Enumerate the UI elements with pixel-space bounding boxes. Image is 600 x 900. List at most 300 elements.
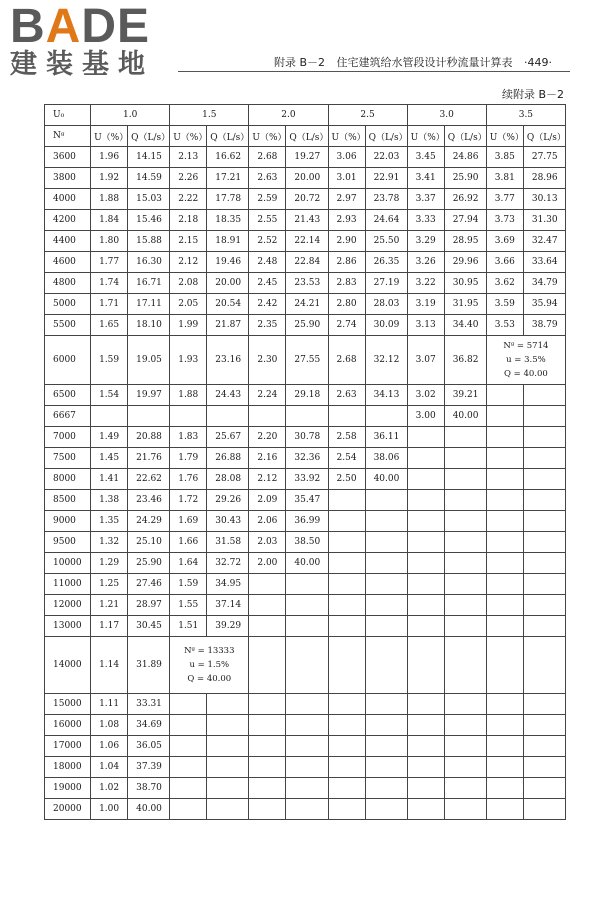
group-header: 1.0: [91, 105, 170, 126]
u-value-cell: 1.04: [91, 757, 128, 778]
u-value-cell: 2.30: [249, 336, 286, 385]
q-value-cell: [286, 406, 328, 427]
u-value-cell: 1.99: [170, 315, 207, 336]
empty-cell: [444, 427, 486, 448]
ng-cell: 19000: [45, 778, 91, 799]
u-value-cell: 1.96: [91, 147, 128, 168]
q-value-cell: 38.50: [286, 532, 328, 553]
table-row: [45, 490, 566, 511]
q-value-cell: 22.91: [365, 168, 407, 189]
page-number: ·449·: [524, 56, 552, 69]
empty-cell: [207, 757, 249, 778]
q-value-cell: 35.47: [286, 490, 328, 511]
q-value-cell: 24.43: [207, 385, 249, 406]
q-value-cell: 31.89: [128, 637, 170, 694]
q-value-cell: 25.10: [128, 532, 170, 553]
q-value-cell: 30.09: [365, 315, 407, 336]
empty-cell: [486, 574, 523, 595]
q-value-cell: 30.95: [444, 273, 486, 294]
empty-cell: [328, 778, 365, 799]
table-row: [45, 406, 566, 427]
q-value-cell: 25.67: [207, 427, 249, 448]
u-value-cell: 2.97: [328, 189, 365, 210]
u-value-cell: 2.50: [328, 469, 365, 490]
u-value-cell: 1.06: [91, 736, 128, 757]
u-value-cell: 2.00: [249, 553, 286, 574]
q-value-cell: 19.97: [128, 385, 170, 406]
q-value-cell: 29.96: [444, 252, 486, 273]
q-value-cell: 22.62: [128, 469, 170, 490]
empty-cell: [523, 427, 565, 448]
q-value-cell: 24.86: [444, 147, 486, 168]
ng-cell: 5000: [45, 294, 91, 315]
ng-cell: 9500: [45, 532, 91, 553]
threshold-note: [170, 637, 249, 694]
q-value-cell: 37.39: [128, 757, 170, 778]
empty-cell: [486, 385, 523, 406]
table-row: [45, 799, 566, 820]
empty-cell: [365, 511, 407, 532]
u-value-cell: 3.07: [407, 336, 444, 385]
ng-cell: 12000: [45, 595, 91, 616]
ng-cell: 15000: [45, 694, 91, 715]
q-value-cell: 33.31: [128, 694, 170, 715]
ng-cell: 6000: [45, 336, 91, 385]
appendix-label: 附录 B－2: [273, 56, 325, 69]
header-rule: [178, 71, 570, 72]
q-value-cell: 34.13: [365, 385, 407, 406]
u-value-cell: 1.02: [91, 778, 128, 799]
empty-cell: [444, 511, 486, 532]
empty-cell: [407, 448, 444, 469]
u-value-cell: 3.33: [407, 210, 444, 231]
u-value-cell: 1.41: [91, 469, 128, 490]
u-value-cell: 2.35: [249, 315, 286, 336]
q-value-cell: 15.88: [128, 231, 170, 252]
ng-cell: 13000: [45, 616, 91, 637]
empty-cell: [365, 553, 407, 574]
empty-cell: [207, 694, 249, 715]
note-line: Q = 40.00: [503, 369, 548, 379]
u-column-header: U（%）: [249, 126, 286, 147]
q-value-cell: 25.90: [128, 553, 170, 574]
empty-cell: [407, 757, 444, 778]
table-row: [45, 715, 566, 736]
q-value-cell: 31.95: [444, 294, 486, 315]
empty-cell: [486, 595, 523, 616]
u-value-cell: 3.19: [407, 294, 444, 315]
ng-cell: 7500: [45, 448, 91, 469]
u-value-cell: 2.63: [328, 385, 365, 406]
q-value-cell: 40.00: [444, 406, 486, 427]
note-line: u = 1.5%: [189, 660, 230, 670]
empty-cell: [286, 799, 328, 820]
q-value-cell: 40.00: [128, 799, 170, 820]
empty-cell: [407, 637, 444, 694]
q-value-cell: 34.95: [207, 574, 249, 595]
u-value-cell: 2.83: [328, 273, 365, 294]
u-value-cell: 1.72: [170, 490, 207, 511]
ng-cell: 9000: [45, 511, 91, 532]
empty-cell: [286, 694, 328, 715]
empty-cell: [444, 469, 486, 490]
empty-cell: [523, 715, 565, 736]
u-value-cell: 1.77: [91, 252, 128, 273]
ng-cell: 4200: [45, 210, 91, 231]
u-value-cell: 1.93: [170, 336, 207, 385]
empty-cell: [407, 715, 444, 736]
u-value-cell: 3.53: [486, 315, 523, 336]
q-value-cell: 16.71: [128, 273, 170, 294]
u-value-cell: 1.76: [170, 469, 207, 490]
u-value-cell: 2.90: [328, 231, 365, 252]
q-value-cell: 24.64: [365, 210, 407, 231]
q-value-cell: 32.47: [523, 231, 565, 252]
u-value-cell: 3.06: [328, 147, 365, 168]
empty-cell: [328, 553, 365, 574]
ng-cell: 4800: [45, 273, 91, 294]
empty-cell: [523, 553, 565, 574]
q-value-cell: 22.84: [286, 252, 328, 273]
u-value-cell: 2.03: [249, 532, 286, 553]
u-value-cell: 2.63: [249, 168, 286, 189]
q-column-header: Q（L/s）: [444, 126, 486, 147]
u-value-cell: 2.16: [249, 448, 286, 469]
u-value-cell: 1.54: [91, 385, 128, 406]
ng-cell: 16000: [45, 715, 91, 736]
running-head: [274, 54, 552, 70]
q-value-cell: 30.13: [523, 189, 565, 210]
empty-cell: [365, 694, 407, 715]
q-value-cell: 28.97: [128, 595, 170, 616]
empty-cell: [486, 469, 523, 490]
q-column-header: Q（L/s）: [128, 126, 170, 147]
empty-cell: [444, 616, 486, 637]
u-value-cell: 2.13: [170, 147, 207, 168]
q-value-cell: 32.72: [207, 553, 249, 574]
u-value-cell: 3.13: [407, 315, 444, 336]
q-value-cell: 27.94: [444, 210, 486, 231]
q-value-cell: 23.46: [128, 490, 170, 511]
table-row: [45, 736, 566, 757]
u-value-cell: 3.00: [407, 406, 444, 427]
brand-logo: [10, 0, 180, 80]
empty-cell: [170, 757, 207, 778]
u-value-cell: 1.21: [91, 595, 128, 616]
u-value-cell: 1.59: [170, 574, 207, 595]
empty-cell: [407, 469, 444, 490]
empty-cell: [170, 736, 207, 757]
empty-cell: [286, 757, 328, 778]
q-value-cell: 20.72: [286, 189, 328, 210]
empty-cell: [328, 511, 365, 532]
empty-cell: [286, 595, 328, 616]
empty-cell: [365, 616, 407, 637]
empty-cell: [523, 406, 565, 427]
u-column-header: U（%）: [170, 126, 207, 147]
empty-cell: [286, 715, 328, 736]
q-value-cell: 20.88: [128, 427, 170, 448]
empty-cell: [328, 490, 365, 511]
q-value-cell: 17.21: [207, 168, 249, 189]
q-value-cell: 23.16: [207, 336, 249, 385]
empty-cell: [286, 637, 328, 694]
empty-cell: [523, 385, 565, 406]
empty-cell: [328, 715, 365, 736]
u-value-cell: 2.48: [249, 252, 286, 273]
empty-cell: [286, 574, 328, 595]
q-value-cell: 27.75: [523, 147, 565, 168]
empty-cell: [170, 799, 207, 820]
empty-cell: [407, 553, 444, 574]
u-value-cell: 2.24: [249, 385, 286, 406]
empty-cell: [444, 490, 486, 511]
q-value-cell: 28.95: [444, 231, 486, 252]
u-value-cell: 2.55: [249, 210, 286, 231]
u-value-cell: 2.08: [170, 273, 207, 294]
u-value-cell: 2.22: [170, 189, 207, 210]
q-value-cell: 24.29: [128, 511, 170, 532]
empty-cell: [444, 757, 486, 778]
table-body: [45, 147, 566, 820]
table-row: [45, 210, 566, 231]
table-row: [45, 595, 566, 616]
u-value-cell: 2.06: [249, 511, 286, 532]
q-value-cell: 25.50: [365, 231, 407, 252]
empty-cell: [407, 595, 444, 616]
empty-cell: [170, 778, 207, 799]
note-line: Nᵍ = 13333: [184, 646, 235, 656]
q-value-cell: 31.30: [523, 210, 565, 231]
q-value-cell: 19.46: [207, 252, 249, 273]
q-value-cell: 25.90: [286, 315, 328, 336]
table-row: [45, 532, 566, 553]
empty-cell: [523, 448, 565, 469]
q-value-cell: 16.62: [207, 147, 249, 168]
u-value-cell: [249, 406, 286, 427]
q-value-cell: 17.11: [128, 294, 170, 315]
u-value-cell: 3.45: [407, 147, 444, 168]
empty-cell: [207, 715, 249, 736]
empty-cell: [486, 511, 523, 532]
empty-cell: [328, 595, 365, 616]
q-value-cell: 19.27: [286, 147, 328, 168]
q-value-cell: 29.18: [286, 385, 328, 406]
empty-cell: [444, 553, 486, 574]
empty-cell: [407, 799, 444, 820]
empty-cell: [328, 616, 365, 637]
u-value-cell: 3.59: [486, 294, 523, 315]
u-value-cell: 1.35: [91, 511, 128, 532]
ng-cell: 5500: [45, 315, 91, 336]
empty-cell: [523, 778, 565, 799]
empty-cell: [486, 427, 523, 448]
logo-wordmark: BADE: [10, 0, 151, 53]
ng-cell: 20000: [45, 799, 91, 820]
u-value-cell: 1.11: [91, 694, 128, 715]
group-header: 1.5: [170, 105, 249, 126]
continuation-label: 续附录 B－2: [501, 88, 564, 101]
ng-cell: 3600: [45, 147, 91, 168]
q-value-cell: 34.79: [523, 273, 565, 294]
empty-cell: [407, 427, 444, 448]
q-value-cell: 36.05: [128, 736, 170, 757]
empty-cell: [523, 637, 565, 694]
empty-cell: [249, 694, 286, 715]
group-header: 2.5: [328, 105, 407, 126]
u-value-cell: 3.85: [486, 147, 523, 168]
ng-cell: 14000: [45, 637, 91, 694]
u-value-cell: 2.18: [170, 210, 207, 231]
empty-cell: [486, 694, 523, 715]
empty-cell: [365, 736, 407, 757]
table-row: [45, 616, 566, 637]
q-value-cell: 15.46: [128, 210, 170, 231]
q-value-cell: 18.10: [128, 315, 170, 336]
q-value-cell: 24.21: [286, 294, 328, 315]
u-value-cell: 1.92: [91, 168, 128, 189]
q-value-cell: 31.58: [207, 532, 249, 553]
u-value-cell: 2.54: [328, 448, 365, 469]
u-value-cell: 3.66: [486, 252, 523, 273]
empty-cell: [486, 778, 523, 799]
u-value-cell: 3.73: [486, 210, 523, 231]
u-column-header: U（%）: [91, 126, 128, 147]
q-column-header: Q（L/s）: [365, 126, 407, 147]
empty-cell: [207, 799, 249, 820]
empty-cell: [486, 736, 523, 757]
u-value-cell: 1.74: [91, 273, 128, 294]
u-value-cell: 1.65: [91, 315, 128, 336]
q-value-cell: 36.99: [286, 511, 328, 532]
q-value-cell: 34.69: [128, 715, 170, 736]
ng-label: Nᵍ: [45, 126, 91, 147]
table-row: [45, 147, 566, 168]
empty-cell: [486, 715, 523, 736]
empty-cell: [249, 757, 286, 778]
u-value-cell: 3.29: [407, 231, 444, 252]
u-value-cell: 2.12: [170, 252, 207, 273]
ng-cell: 6500: [45, 385, 91, 406]
logo-subtitle: 建装基地: [10, 49, 154, 80]
empty-cell: [444, 637, 486, 694]
empty-cell: [407, 694, 444, 715]
q-value-cell: 32.12: [365, 336, 407, 385]
u-value-cell: 1.29: [91, 553, 128, 574]
empty-cell: [207, 736, 249, 757]
table-row: [45, 168, 566, 189]
table-row: [45, 273, 566, 294]
note-line: u = 3.5%: [506, 355, 546, 365]
empty-cell: [249, 799, 286, 820]
table-row: [45, 427, 566, 448]
q-column-header: Q（L/s）: [207, 126, 249, 147]
q-value-cell: 37.14: [207, 595, 249, 616]
u-value-cell: 1.45: [91, 448, 128, 469]
ng-cell: 4400: [45, 231, 91, 252]
ng-cell: 11000: [45, 574, 91, 595]
u-value-cell: 3.69: [486, 231, 523, 252]
table-row: [45, 574, 566, 595]
table-row: [45, 511, 566, 532]
empty-cell: [249, 595, 286, 616]
q-value-cell: 28.03: [365, 294, 407, 315]
u-value-cell: 1.25: [91, 574, 128, 595]
u-value-cell: 3.77: [486, 189, 523, 210]
empty-cell: [365, 574, 407, 595]
u-column-header: U（%）: [486, 126, 523, 147]
u-value-cell: 2.74: [328, 315, 365, 336]
q-value-cell: 36.82: [444, 336, 486, 385]
table-row: [45, 231, 566, 252]
table-row: [45, 189, 566, 210]
u-value-cell: 3.81: [486, 168, 523, 189]
q-value-cell: 25.90: [444, 168, 486, 189]
empty-cell: [523, 616, 565, 637]
q-value-cell: 39.21: [444, 385, 486, 406]
group-header: 2.0: [249, 105, 328, 126]
ng-cell: 3800: [45, 168, 91, 189]
u-value-cell: 1.38: [91, 490, 128, 511]
u-value-cell: 1.55: [170, 595, 207, 616]
empty-cell: [486, 757, 523, 778]
table-row: [45, 694, 566, 715]
note-line: Nᵍ = 5714: [503, 341, 549, 351]
header-row-columns: [45, 126, 566, 147]
table-row: [45, 757, 566, 778]
u-value-cell: 1.69: [170, 511, 207, 532]
q-value-cell: 23.53: [286, 273, 328, 294]
ng-cell: 7000: [45, 427, 91, 448]
q-value-cell: 26.35: [365, 252, 407, 273]
empty-cell: [328, 694, 365, 715]
u-value-cell: 1.64: [170, 553, 207, 574]
empty-cell: [444, 574, 486, 595]
empty-cell: [523, 490, 565, 511]
empty-cell: [486, 406, 523, 427]
q-value-cell: 19.05: [128, 336, 170, 385]
q-value-cell: 18.91: [207, 231, 249, 252]
empty-cell: [407, 532, 444, 553]
q-value-cell: 34.40: [444, 315, 486, 336]
q-value-cell: 40.00: [365, 469, 407, 490]
u-value-cell: 2.58: [328, 427, 365, 448]
empty-cell: [328, 637, 365, 694]
u-value-cell: 1.80: [91, 231, 128, 252]
empty-cell: [444, 736, 486, 757]
q-value-cell: 30.43: [207, 511, 249, 532]
q-value-cell: 35.94: [523, 294, 565, 315]
empty-cell: [328, 532, 365, 553]
empty-cell: [486, 448, 523, 469]
empty-cell: [249, 715, 286, 736]
q-value-cell: 30.45: [128, 616, 170, 637]
u-value-cell: 2.93: [328, 210, 365, 231]
table-row: [45, 385, 566, 406]
u-value-cell: 3.26: [407, 252, 444, 273]
q-value-cell: [128, 406, 170, 427]
table-row: [45, 469, 566, 490]
empty-cell: [444, 595, 486, 616]
u-value-cell: 3.62: [486, 273, 523, 294]
table-row: [45, 553, 566, 574]
note-line: Q = 40.00: [187, 674, 232, 684]
u-value-cell: 1.66: [170, 532, 207, 553]
empty-cell: [365, 778, 407, 799]
q-value-cell: 16.30: [128, 252, 170, 273]
q-value-cell: 28.96: [523, 168, 565, 189]
group-header: 3.5: [486, 105, 565, 126]
